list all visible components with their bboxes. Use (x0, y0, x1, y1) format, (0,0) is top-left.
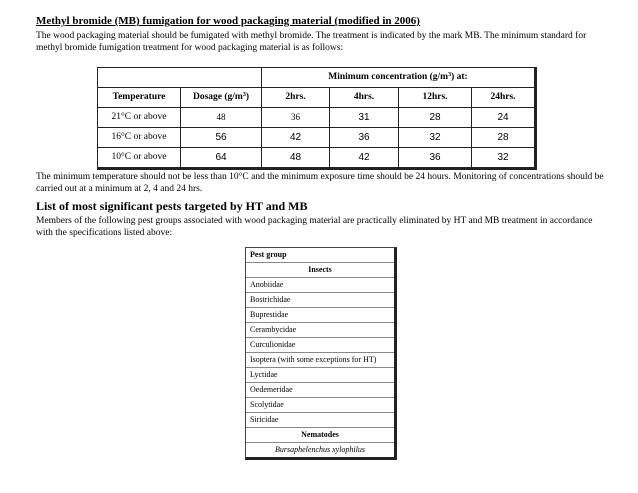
conc-12h-cell: 36 (399, 148, 472, 169)
conc-2h-cell: 48 (262, 148, 330, 169)
conc-4h-cell: 31 (330, 108, 399, 128)
table-row (98, 108, 536, 128)
section-intro-paragraph: Members of the following pest groups associated with wood packaging material are practically eliminated by HT and MB treatment in accordance with the specifications listed above: (36, 216, 593, 238)
col-dosage-suffix: ) (245, 92, 250, 102)
empty-header-cell (98, 68, 262, 88)
temp-cell: 10°C or above (98, 148, 181, 169)
col-temperature: Temperature (98, 88, 181, 108)
col-dosage (181, 88, 262, 108)
conc-12h-cell: 28 (399, 108, 472, 128)
table-group-header-row (98, 68, 536, 88)
conc-24h-cell: 24 (472, 108, 536, 128)
col-2h: 2hrs. (262, 88, 330, 108)
insects-list (246, 278, 394, 428)
conc-24h-cell: 28 (472, 128, 536, 148)
pest-list-item: Curculionidae (246, 338, 394, 353)
col-4h: 4hrs. (330, 88, 399, 108)
fumigation-table (97, 67, 537, 170)
conc-4h-cell: 36 (330, 128, 399, 148)
table-row (98, 128, 536, 148)
table-row (98, 148, 536, 169)
section-heading: List of most significant pests targeted by HT and MB (36, 199, 308, 213)
table-column-header-row (98, 88, 536, 108)
col-dosage-prefix: Dosage (g/m (192, 92, 243, 102)
conc-2h-cell: 42 (262, 128, 330, 148)
group-header-suffix: ) at: (451, 72, 468, 82)
nematodes-group-label: Nematodes (246, 428, 394, 443)
concentration-group-header (262, 68, 536, 88)
col-dosage-sup: 3 (242, 92, 246, 98)
col-24h: 24hrs. (472, 88, 536, 108)
pest-list-item: Siricidae (246, 413, 394, 428)
pest-list-item: Scolytidae (246, 398, 394, 413)
dosage-cell: 48 (181, 108, 262, 128)
pest-list-item: Buprestidae (246, 308, 394, 323)
pest-list-item: Oedemeridae (246, 383, 394, 398)
intro-paragraph: The wood packaging material should be fumigated with methyl bromide. The treatment is indicated by the mark MB. The minimum standard for methyl bromide fumigation treatment for wood packaging material is as follows: (36, 31, 587, 53)
pest-list-item: Isoptera (with some exceptions for HT) (246, 353, 394, 368)
group-header-prefix: Minimum concentration (g/m (328, 72, 449, 82)
group-header-sup: 3 (448, 72, 452, 78)
pest-table-header: Pest group (246, 248, 394, 263)
pest-list-item: Bursaphelenchus xylophilus (275, 445, 365, 454)
after-table-paragraph: The minimum temperature should not be less than 10°C and the minimum exposure time should be 24 hours. Monitoring of concentrations should be carried out at a minimum at 2, 4 and 24 hrs. (36, 172, 604, 194)
pest-list-item: Bostrichidae (246, 293, 394, 308)
insects-group-label: Insects (246, 263, 394, 278)
conc-2h-cell: 36 (262, 108, 330, 128)
temp-cell: 16°C or above (98, 128, 181, 148)
pest-list-item: Cerambycidae (246, 323, 394, 338)
nematodes-list (246, 443, 394, 457)
conc-4h-cell: 42 (330, 148, 399, 169)
conc-24h-cell: 32 (472, 148, 536, 169)
dosage-cell: 64 (181, 148, 262, 169)
temp-cell: 21°C or above (98, 108, 181, 128)
document-title: Methyl bromide (MB) fumigation for wood packaging material (modified in 2006) (36, 15, 420, 27)
pest-list-item: Lyctidae (246, 368, 394, 383)
pest-group-table (245, 247, 397, 460)
col-12h: 12hrs. (399, 88, 472, 108)
dosage-cell: 56 (181, 128, 262, 148)
conc-12h-cell: 32 (399, 128, 472, 148)
pest-list-item: Anobiidae (246, 278, 394, 293)
